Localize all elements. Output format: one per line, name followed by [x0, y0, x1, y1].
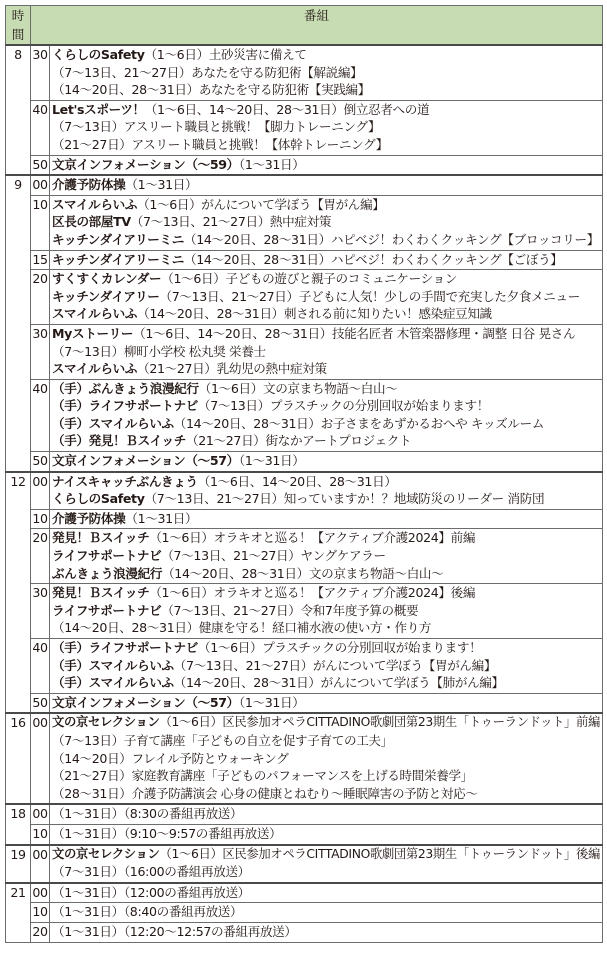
program-title: キッチンダイアリーミニ	[52, 251, 184, 267]
program-detail: （1〜31日）	[238, 694, 305, 710]
hour-cell: 18	[6, 804, 31, 844]
minute-cell: 00	[31, 713, 50, 804]
schedule-row	[6, 250, 603, 270]
program-detail: （1〜31日）	[125, 177, 198, 193]
program-detail: （21〜27日）アスリート職員と挑戦！【体幹トレーニング】	[52, 136, 388, 152]
program-line	[52, 732, 602, 750]
program-cell	[50, 100, 603, 155]
program-detail: （1〜6日）プラスチックの分別回収が始まります！	[197, 640, 482, 655]
program-title: （手）スマイルらいふ	[52, 675, 174, 691]
program-line	[52, 213, 602, 231]
program-detail: （14〜20日、28〜31日）健康を守る！経口補水液の使い方・作り方	[52, 620, 432, 636]
program-detail: （1〜31日）（8:30の番組再放送）	[52, 806, 243, 822]
minute-cell: 30	[31, 324, 50, 379]
program-line	[52, 432, 602, 450]
schedule-row	[6, 584, 603, 639]
schedule-row	[6, 529, 603, 584]
program-line	[52, 639, 602, 657]
minute-cell: 30	[31, 45, 50, 100]
program-detail: （14〜20日）フレイル予防とウォーキング	[52, 750, 289, 766]
program-title: 文京インフォメーション（〜57）	[52, 453, 239, 469]
minute-cell: 20	[31, 529, 50, 584]
program-line	[52, 565, 602, 583]
program-title: 文京インフォメーション（〜59）	[52, 156, 239, 172]
program-detail: （1〜6日）子どもの遊びと親子のコミュニケーション	[161, 271, 458, 287]
program-detail: （1〜6日）がんについて学ぼう【胃がん編】	[137, 196, 385, 212]
program-line	[52, 674, 602, 692]
program-title: 文京インフォメーション（〜57）	[52, 694, 239, 710]
program-line	[52, 473, 602, 491]
program-line	[52, 136, 602, 154]
header-row	[6, 6, 603, 46]
minute-cell: 00	[31, 804, 50, 824]
minute-cell: 40	[31, 379, 50, 451]
schedule-row	[6, 270, 603, 325]
minute-cell: 10	[31, 195, 50, 250]
minute-cell: 30	[31, 584, 50, 639]
program-title: 介護予防体操	[52, 510, 126, 526]
minute-cell: 15	[31, 250, 50, 270]
schedule-row	[6, 922, 603, 942]
hour-cell: 12	[6, 472, 31, 714]
schedule-row	[6, 195, 603, 250]
hour-cell: 8	[6, 45, 31, 175]
program-title: くらしのSafety	[52, 491, 145, 507]
program-line	[52, 305, 602, 323]
program-cell	[50, 903, 603, 923]
minute-cell: 50	[31, 693, 50, 713]
program-detail: （1〜31日）（8:40の番組再放送）	[52, 904, 243, 920]
program-detail: （7〜13日、21〜27日）がんについて学ぼう【胃がん編】	[173, 657, 497, 673]
schedule-row	[6, 845, 603, 883]
program-title: Myストーリー	[52, 325, 134, 341]
schedule-row	[6, 713, 603, 804]
minute-cell: 20	[31, 270, 50, 325]
schedule-row	[6, 693, 603, 713]
program-detail: （7〜13日）アスリート職員と挑戦！【脚力トレーニング】	[52, 119, 381, 135]
program-title: （手）スマイルらいふ	[52, 415, 174, 431]
program-line	[52, 694, 602, 712]
program-title: スマイルらいふ	[52, 306, 138, 322]
program-detail: （14〜20日、28〜31日）刺される前に知りたい！感染症豆知識	[137, 306, 492, 322]
program-title: （手）ライフサポートナビ	[52, 640, 198, 655]
time-header: 時間	[6, 6, 31, 46]
program-title: くらしのSafety	[52, 47, 145, 62]
program-line	[52, 251, 602, 269]
program-line	[52, 156, 602, 174]
schedule-row	[6, 472, 603, 510]
program-detail: （7〜31日）（16:00の番組再放送）	[52, 864, 250, 880]
program-cell	[50, 639, 603, 694]
program-detail: （14〜20日、28〜31日）お子さまをあずかるおへや キッズルーム	[173, 415, 545, 431]
program-line	[52, 176, 602, 194]
schedule-row	[6, 804, 603, 824]
program-title: スマイルらいふ	[52, 196, 138, 212]
schedule-row	[6, 903, 603, 923]
program-detail: （21〜27日）家庭教育講座「子どものパフォーマンスを上げる時間栄養学」	[52, 768, 473, 784]
schedule-row	[6, 324, 603, 379]
program-detail: （1〜31日）	[238, 453, 305, 469]
minute-cell: 00	[31, 175, 50, 195]
program-line	[52, 714, 602, 732]
program-detail: （1〜6日）区民参加オペラCITTADINO歌劇団第23期生「トゥーランドット」後編	[159, 846, 601, 861]
program-line	[52, 510, 602, 528]
program-title: ライフサポートナビ	[52, 602, 162, 618]
hour-cell: 19	[6, 845, 31, 883]
program-line	[52, 903, 602, 921]
program-cell	[50, 250, 603, 270]
program-cell	[50, 509, 603, 529]
program-detail: （14〜20日、28〜31日）ハピベジ！わくわくクッキング【ブロッコリー】	[184, 231, 599, 247]
program-title: （手）ぶんきょう浪漫紀行	[52, 380, 199, 396]
schedule-row	[6, 155, 603, 175]
program-line	[52, 101, 602, 119]
hour-cell: 16	[6, 713, 31, 804]
program-line	[52, 619, 602, 637]
program-detail: （7〜13日、21〜27日）あなたを守る防犯術【解説編】	[52, 64, 363, 80]
program-cell	[50, 529, 603, 584]
program-cell	[50, 324, 603, 379]
program-line	[52, 196, 602, 214]
program-title: 区長の部屋TV	[52, 214, 131, 230]
program-detail: （1〜6日）区民参加オペラCITTADINO歌劇団第23期生「トゥーランドット」前編	[159, 715, 601, 730]
schedule-row	[6, 883, 603, 903]
program-detail: （7〜13日）プラスチックの分別回収が始まります！	[197, 398, 489, 414]
program-cell	[50, 804, 603, 824]
program-line	[52, 584, 602, 602]
program-title: 文の京セレクション	[52, 715, 160, 730]
program-line	[52, 380, 602, 398]
program-line	[52, 805, 602, 823]
program-line	[52, 325, 602, 343]
program-detail: （1〜31日）	[125, 510, 198, 526]
program-detail: （7〜13日、21〜27日）子どもに人気！少しの手間で充実した夕食メニュー	[159, 288, 580, 304]
minute-cell: 20	[31, 922, 50, 942]
program-line	[52, 863, 602, 881]
program-cell	[50, 45, 603, 100]
minute-cell: 00	[31, 883, 50, 903]
hour-cell: 9	[6, 175, 31, 472]
program-line	[52, 288, 602, 306]
program-detail: （14〜20日、28〜31日）文の京まち物語〜白山〜	[162, 565, 444, 581]
program-detail: （7〜13日）子育て講座「子どもの自立を促す子育ての工夫」	[52, 732, 393, 748]
program-line	[52, 118, 602, 136]
minute-cell: 40	[31, 639, 50, 694]
program-line	[52, 529, 602, 547]
program-cell	[50, 379, 603, 451]
schedule-row	[6, 175, 603, 195]
program-line	[52, 750, 602, 768]
program-cell	[50, 883, 603, 903]
program-cell	[50, 922, 603, 942]
minute-cell: 50	[31, 155, 50, 175]
minute-cell: 50	[31, 452, 50, 472]
program-detail: （28〜31日）介護予防講演会 心身の健康とねむり〜睡眠障害の予防と対応〜	[52, 785, 478, 801]
program-cell	[50, 472, 603, 510]
schedule-row	[6, 509, 603, 529]
program-detail: （1〜6日、14〜20日、28〜31日）倒立忍者への道	[144, 101, 430, 117]
program-title: キッチンダイアリー	[52, 288, 160, 304]
program-line	[52, 343, 602, 361]
program-line	[52, 397, 602, 415]
program-cell	[50, 175, 603, 195]
program-detail: （7〜13日）柳町小学校 松丸奨 栄養士	[52, 343, 266, 359]
program-line	[52, 81, 602, 99]
minute-cell: 10	[31, 509, 50, 529]
program-title: ぶんきょう浪漫紀行	[52, 565, 163, 581]
program-detail: （14〜20日、28〜31日）がんについて学ぼう【肺がん編】	[173, 675, 504, 691]
program-title: ナイスキャッチぶんきょう	[52, 473, 198, 489]
program-detail: （1〜6日）文の京まち物語〜白山〜	[198, 380, 398, 396]
program-title: （手）ライフサポートナビ	[52, 398, 198, 414]
program-line	[52, 547, 602, 565]
minute-cell: 10	[31, 903, 50, 923]
hour-cell: 21	[6, 883, 31, 942]
program-line	[52, 846, 602, 864]
program-line	[52, 825, 602, 843]
program-detail: （1〜31日）（12:00の番組再放送）	[52, 884, 250, 900]
program-title: キッチンダイアリーミニ	[52, 231, 184, 247]
program-title: 発見！Ｂスイッチ	[52, 530, 150, 546]
program-line	[52, 231, 602, 249]
schedule-row	[6, 639, 603, 694]
program-detail: （14〜20日、28〜31日）あなたを守る防犯術【実践編】	[52, 82, 371, 98]
program-title: 介護予防体操	[52, 177, 126, 193]
program-detail: （1〜31日）（9:10〜9:57の番組再放送）	[52, 825, 282, 841]
schedule-row	[6, 379, 603, 451]
program-line	[52, 657, 602, 675]
program-title: すくすくカレンダー	[52, 271, 162, 287]
program-header: 番組	[31, 6, 603, 46]
program-detail: （1〜6日、14〜20日、28〜31日）	[197, 473, 397, 489]
program-line	[52, 602, 602, 620]
program-line	[52, 270, 602, 288]
program-line	[52, 785, 602, 803]
schedule-table	[5, 5, 603, 943]
minute-cell: 00	[31, 845, 50, 883]
program-title: 発見！Ｂスイッチ	[52, 585, 150, 601]
program-cell	[50, 584, 603, 639]
program-detail: （7〜13日、21〜27日）知っていますか！？地域防災のリーダー 消防団	[144, 491, 545, 507]
program-cell	[50, 713, 603, 804]
program-line	[52, 452, 602, 470]
program-line	[52, 884, 602, 902]
minute-cell: 10	[31, 824, 50, 844]
program-detail: （7〜13日、21〜27日）熱中症対策	[130, 214, 332, 230]
program-detail: （14〜20日、28〜31日）ハピベジ！わくわくクッキング【ごぼう】	[184, 251, 563, 267]
program-cell	[50, 155, 603, 175]
program-title: （手）スマイルらいふ	[52, 657, 174, 673]
schedule-row	[6, 452, 603, 472]
program-cell	[50, 195, 603, 250]
schedule-row	[6, 100, 603, 155]
schedule-row	[6, 45, 603, 100]
program-detail: （21〜27日）街なかアートプロジェクト	[186, 433, 412, 449]
program-line	[52, 415, 602, 433]
program-detail: （1〜6日、14〜20日、28〜31日）技能名匠者 木管楽器修理・調整 日谷 晃さん	[133, 325, 576, 341]
program-title: ライフサポートナビ	[52, 548, 162, 564]
program-line	[52, 923, 602, 941]
program-cell	[50, 824, 603, 844]
program-line	[52, 64, 602, 82]
program-line	[52, 360, 602, 378]
program-detail: （7〜13日、21〜27日）令和7年度予算の概要	[161, 602, 419, 618]
program-title: スマイルらいふ	[52, 361, 138, 377]
minute-cell: 40	[31, 100, 50, 155]
minute-cell: 00	[31, 472, 50, 510]
schedule-body	[6, 45, 603, 942]
program-detail: （21〜27日）乳幼児の熱中症対策	[137, 361, 327, 377]
program-line	[52, 490, 602, 508]
program-line	[52, 46, 602, 64]
program-cell	[50, 270, 603, 325]
program-cell	[50, 452, 603, 472]
program-title: （手）発見！Ｂスイッチ	[52, 433, 187, 449]
program-detail: （1〜6日）オラキオと巡る！【アクティブ介護2024】後編	[149, 585, 476, 601]
program-title: Let'sスポーツ！	[52, 101, 145, 117]
program-detail: （1〜31日）（12:20〜12:57の番組再放送）	[52, 923, 297, 939]
program-line	[52, 767, 602, 785]
schedule-row	[6, 824, 603, 844]
program-detail: （1〜31日）	[238, 156, 305, 172]
program-detail: （7〜13日、21〜27日）ヤングケアラー	[161, 548, 386, 564]
program-cell	[50, 845, 603, 883]
program-title: 文の京セレクション	[52, 846, 160, 861]
program-detail: （1〜6日）土砂災害に備えて	[144, 47, 307, 62]
program-detail: （1〜6日）オラキオと巡る！【アクティブ介護2024】前編	[149, 530, 476, 546]
program-cell	[50, 693, 603, 713]
